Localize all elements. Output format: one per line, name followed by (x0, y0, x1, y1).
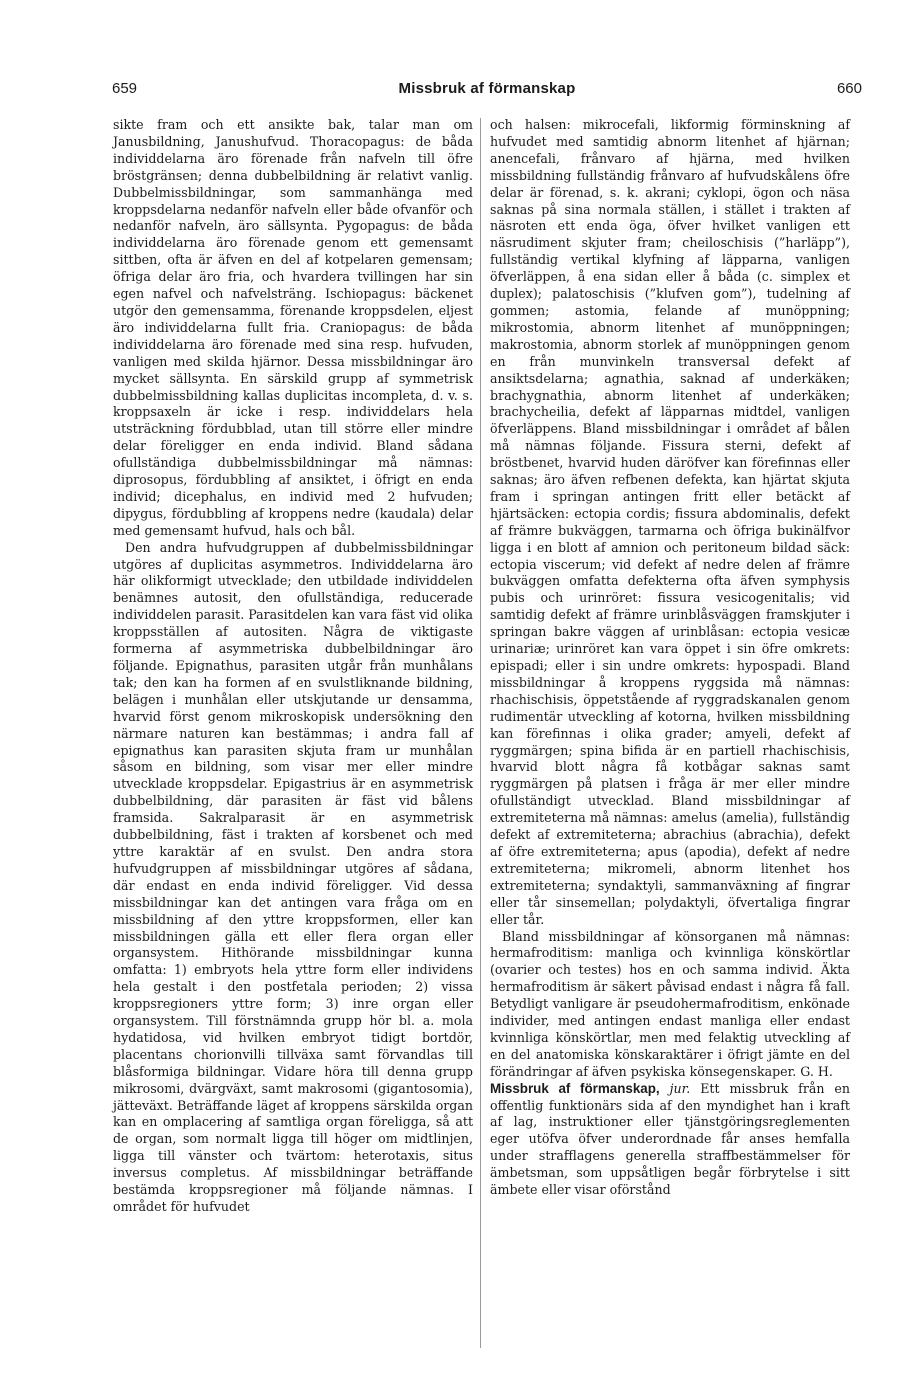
column-divider (480, 118, 481, 1348)
entry-text: Ett missbruk från en offentlig funktionärs sida af den myndighet han i kraft af lag, instruktioner eller tjänstgöringsreglementen eger utöfva öfver underordnade får anses hemfalla under strafflagens generella straffbestämmelser för ämbetsman, som uppsåtligen begår förbrytelse i sitt ämbete eller visar oförstånd (490, 1080, 850, 1198)
page-number-right: 660 (836, 80, 862, 97)
left-column (113, 117, 473, 1216)
author-signature: G. H. (800, 1063, 833, 1079)
entry-abbrev: jur. (669, 1080, 691, 1096)
right-paragraph-1: och halsen: mikrocefali, likformig förminskning af hufvudet med samtidig abnorm litenhet af hjärnan; anencefali, frånvaro af hjärna, med hvilken missbildning fullständig frånvaro af hufvudskålens öfre delar är förenad, s. k. akrani; cyklopi, ögon och näsa saknas på sina normala ställen, i stället i trakten af näsroten ett enda öga, öfver hvilket vanligen ett näsrudiment skjuter fram; cheiloschisis (”harläpp”), fullständig vertikal klyfning af läpparna, vanligen öfverläppen, å ena sidan eller å båda (c. simplex et duplex); palatoschisis (”klufven gom”), tudelning af gommen; astomia, felande af munöppning; mikrostomia, abnorm litenhet af munöppningen; makrostomia, abnorm storlek af munöppningen genom en från munvinkeln transversal defekt af ansiktsdelarna; agnathia, saknad af underkäken; brachygnathia, abnorm litenhet af underkäken; brachycheilia, defekt af läpparnas midtdel, vanligen öfverläppens. Bland missbildningar i området af bålen må nämnas följande. Fissura sterni, defekt af bröstbenet, hvarvid huden däröfver kan förefinnas eller saknas; äro äfven refbenen defekta, kan hjärtat skjuta fram i springan antingen fritt eller betäckt af hjärtsäcken: ectopia cordis; fissura abdominalis, defekt af främre bukväggen, tarmarna och öfriga bukinälfvor ligga i en blott af amnion och peritoneum bildad säck: ectopia viscerum; vid defekt af nedre delen af främre bukväggen omfatta defekterna ofta äfven symphysis pubis och urinröret: fissura vesicogenitalis; vid samtidig defekt af främre urinblåsväggen framskjuter i springan bakre väggen af urinblåsan: ectopia vesicæ urinariæ; urinröret kan vara öppet i sin öfre omkrets: epispadi; eller i sin undre omkrets: hypospadi. Bland missbildningar å kroppens ryggsida må nämnas: rhachischisis, öppetstående af ryggradskanalen genom rudimentär utveckling af kotorna, hvilken missbildning kan förefinnas i olika grader; amyeli, defekt af ryggmärgen; spina bifida är en partiell rhachischisis, hvarvid blott några få kotbågar saknas samt ryggmärgen på platsen i fråga är mer eller mindre ofullständigt utvecklad. Bland missbildningar af extremiteterna må nämnas: amelus (amelia), fullständig defekt af extremiteterna; abrachius (abrachia), defekt af öfre extremiteterna; apus (apodia), defekt af nedre extremiteterna; mikromeli, abnorm litenhet hos extremiteterna; syndaktyli, sammanväxning af fingrar eller tår sinsemellan; polydaktyli, öfvertaliga fingrar eller tår. (490, 117, 850, 927)
right-paragraph-2-text: Bland missbildningar af könsorganen må nämnas: hermafroditism: manliga och kvinnliga könskörtlar (ovarier och testes) hos en och samma individ. Äkta hermafroditism är säkert påvisad endast i några få fall. Betydligt vanligare är pseudohermafroditism, enkönade individer, med antingen endast manliga eller endast kvinnliga könskörtlar, men med felaktig utveckling af en del anatomiska könskaraktärer i öfrigt jämte en del förändringar af äfven psykiska könsegenskaper. (490, 928, 850, 1079)
entry-missbruk (490, 1081, 850, 1199)
running-title: Missbruk af förmanskap (398, 80, 576, 97)
right-column (490, 117, 850, 1199)
page-number-left: 659 (112, 80, 138, 97)
right-paragraph-2 (490, 929, 850, 1081)
entry-headword: Missbruk af förmanskap, (490, 1080, 660, 1096)
left-paragraph-1: sikte fram och ett ansikte bak, talar man om Janusbildning, Janushufvud. Thoracopagus: de båda individdelarna äro förenade från nafveln till öfre bröstgränsen; denna dubbelbildning är relativt vanlig. Dubbelmissbildningar, som sammanhänga med kroppsdelarna nedanför nafveln eller både ofvanför och nedanför nafveln, äro sällsynta. Pygopagus: de båda individdelarna äro förenade genom ett gemensamt sittben, ofta är äfven en del af kotpelaren gemensam; öfriga delar äro fria, och hvardera tvillingen har sin egen nafvel och nafvelsträng. Ischiopagus: bäckenet utgör den gemensamma, förenande kroppsdelen, eljest äro individdelarna fullt fria. Craniopagus: de båda individdelarna äro förenade med sina resp. hufvuden, vanligen med skilda hjärnor. Dessa missbildningar äro mycket sällsynta. En särskild grupp af symmetrisk dubbelmissbildning kallas duplicitas incompleta, d. v. s. kroppsaxeln är icke i resp. individdelars hela utsträckning fördubblad, utan till större eller mindre delar föreligger en enda individ. Bland sådana ofullständiga dubbelmissbildningar må nämnas: diprosopus, fördubbling af ansiktet, i öfrigt en enda individ; dicephalus, en individ med 2 hufvuden; dipygus, fördubbling af kroppens nedre (kaudala) delar med gemensamt hufvud, hals och bål. (113, 117, 473, 538)
left-paragraph-2: Den andra hufvudgruppen af dubbelmissbildningar utgöres af duplicitas asymmetros. Individdelarna äro här olikformigt utvecklade; den utbildade individdelen benämnes autosit, den ofullständiga, reducerade individdelen parasit. Parasitdelen kan vara fäst vid olika kroppsställen af autositen. Några de viktigaste formerna af asymmetriska dubbelbildningar äro följande. Epignathus, parasiten utgår från munhålans tak; den kan ha formen af en svulstliknande bildning, belägen i munhålan eller utskjutande ur densamma, hvarvid först genom mikroskopisk undersökning den närmare naturen kan bestämmas; i andra fall af epignathus kan parasiten skjuta fram ur munhålan såsom en bildning, som visar mer eller mindre utvecklade kroppsdelar. Epigastrius är en asymmetrisk dubbelbildning, där parasiten är fäst vid bålens framsida. Sakralparasit är en asymmetrisk dubbelbildning, fäst i trakten af korsbenet och med yttre karaktär af en svulst. Den andra stora hufvudgruppen af missbildningar utgöres af sådana, där endast en enda individ föreligger. Vid dessa missbildningar kan det antingen vara fråga om en missbildning af den yttre kroppsformen, eller kan missbildningen gälla ett eller flera organ eller organsystem. Hithörande missbildningar kunna omfatta: 1) embryots hela yttre form eller individens hela gestalt i den postfetala perioden; 2) vissa kroppsregioners yttre form; 3) inre organ eller organsystem. Till förstnämnda grupp hör bl. a. mola hydatidosa, vid hvilken embryot tidigt bortdör, placentans chorionvilli tillväxa samt förvandlas till blåsformiga bildningar. Vidare höra till denna grupp mikrosomi, dvärgväxt, samt makrosomi (gigantosomia), jätteväxt. Beträffande läget af kroppens särskilda organ kan en omplacering af samtliga organ föreligga, så att de organ, som normalt ligga till höger om midtlinjen, ligga till vänster och tvärtom: heterotaxis, situs inversus completus. Af missbildningar beträffande bestämda kroppsregioner må följande nämnas. I området för hufvudet (113, 539, 473, 1214)
page-header (112, 80, 862, 102)
